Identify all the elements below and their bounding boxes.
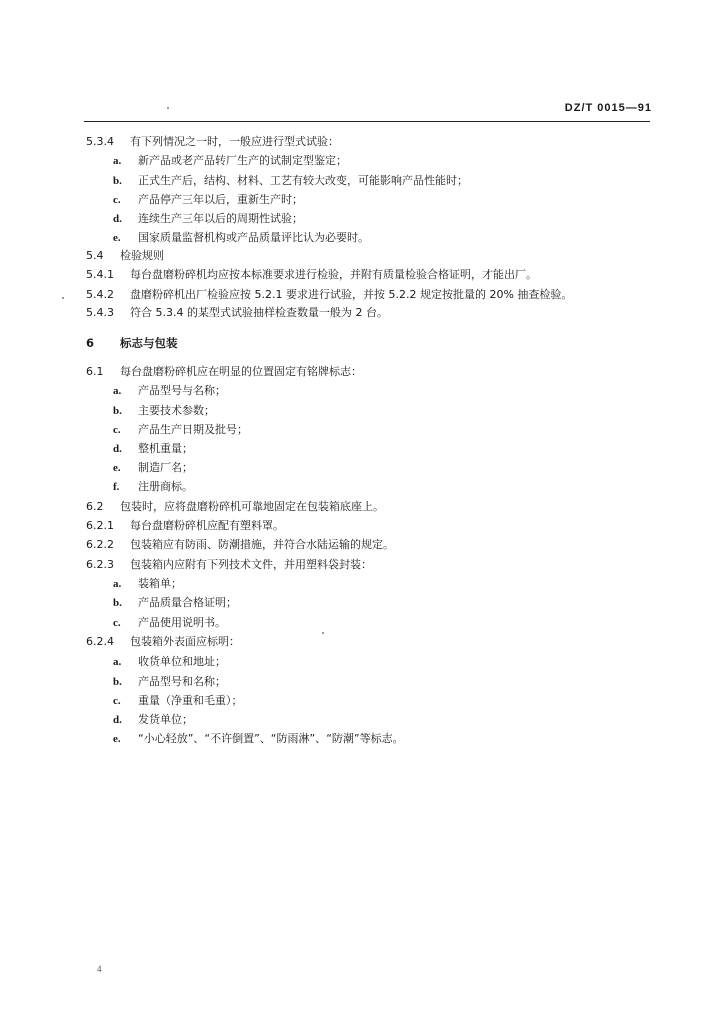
clause-text: 检验规则 — [120, 249, 164, 262]
list-item-text: 制造厂名； — [138, 461, 193, 474]
list-item-text: 连续生产三年以后的周期性试验； — [138, 212, 303, 225]
list-item-text: 发货单位； — [138, 713, 193, 726]
clause-number: 6.2 — [86, 500, 104, 513]
list-item-marker: e. — [113, 733, 121, 745]
list-item-marker: b. — [113, 175, 122, 187]
list-item-text: 产品生产日期及批号； — [138, 423, 248, 436]
clause-text: 每台盘磨粉碎机应配有塑料罩。 — [130, 519, 284, 532]
list-item-marker: b. — [113, 405, 122, 417]
clause-number: 6.2.4 — [86, 635, 114, 648]
scan-speck — [62, 297, 64, 299]
list-item-marker: c. — [113, 695, 121, 707]
clause-number: 6.2.2 — [86, 538, 114, 551]
list-item-marker: a. — [113, 385, 122, 397]
clause-text: 标志与包装 — [120, 336, 178, 350]
clause-number: 5.4 — [86, 249, 104, 262]
list-item-text: “小心轻放”、“不许倒置”、“防雨淋”、“防潮”等标志。 — [138, 732, 404, 745]
list-item-marker: c. — [113, 194, 121, 206]
list-item-text: 重量（净重和毛重）； — [138, 694, 243, 707]
list-item-marker: d. — [113, 714, 122, 726]
list-item-marker: c. — [113, 424, 121, 436]
list-item-text: 国家质量监督机构或产品质量评比认为必要时。 — [138, 231, 369, 244]
list-item-text: 产品型号与名称； — [138, 384, 226, 397]
clause-number: 5.4.3 — [86, 306, 114, 319]
clause-number: 5.4.1 — [86, 268, 114, 281]
page-number: 4 — [97, 964, 102, 974]
list-item-marker: d. — [113, 443, 122, 455]
clause-number: 6 — [86, 336, 95, 350]
clause-text: 盘磨粉碎机出厂检验应按 5.2.1 要求进行试验，并按 5.2.2 规定按批量的 20% 抽查检验。 — [130, 288, 573, 301]
list-item-text: 主要技术参数； — [138, 404, 215, 417]
list-item-text: 产品停产三年以后，重新生产时； — [138, 193, 303, 206]
list-item-marker: a. — [113, 155, 122, 167]
clause-number: 6.1 — [86, 365, 104, 378]
list-item-marker: e. — [113, 232, 121, 244]
list-item-text: 注册商标。 — [138, 480, 193, 493]
clause-number: 6.2.1 — [86, 519, 114, 532]
list-item-marker: b. — [113, 597, 122, 609]
list-item-text: 产品型号和名称； — [138, 675, 226, 688]
list-item-marker: a. — [113, 656, 122, 668]
list-item-marker: b. — [113, 676, 122, 688]
clause-text: 每台盘磨粉碎机应在明显的位置固定有铭牌标志： — [120, 365, 362, 378]
list-item-text: 新产品或老产品转厂生产的试制定型鉴定； — [138, 154, 347, 167]
list-item-text: 产品质量合格证明； — [138, 596, 237, 609]
scan-speck — [167, 107, 169, 109]
list-item-text: 产品使用说明书。 — [138, 616, 226, 629]
list-item-text: 正式生产后，结构、材料、工艺有较大改变，可能影响产品性能时； — [138, 174, 468, 187]
clause-text: 包装箱外表面应标明： — [130, 635, 240, 648]
clause-text: 有下列情况之一时，一般应进行型式试验： — [130, 135, 339, 148]
list-item-text: 整机重量； — [138, 442, 193, 455]
clause-number: 5.3.4 — [86, 135, 114, 148]
document-code: DZ/T 0015—91 — [564, 102, 652, 114]
header-rule — [84, 121, 650, 122]
clause-text: 符合 5.3.4 的某型式试验抽样检查数量一般为 2 台。 — [130, 306, 388, 319]
clause-number: 5.4.2 — [86, 288, 114, 301]
list-item-marker: f. — [113, 481, 120, 493]
clause-number: 6.2.3 — [86, 558, 114, 571]
clause-text: 包装时，应将盘磨粉碎机可靠地固定在包装箱底座上。 — [120, 500, 384, 513]
list-item-marker: e. — [113, 462, 121, 474]
list-item-text: 收货单位和地址； — [138, 655, 226, 668]
clause-text: 每台盘磨粉碎机均应按本标准要求进行检验，并附有质量检验合格证明，才能出厂。 — [130, 268, 537, 281]
clause-text: 包装箱应有防雨、防潮措施，并符合水陆运输的规定。 — [130, 538, 394, 551]
clause-text: 包装箱内应附有下列技术文件，并用塑料袋封装： — [130, 558, 372, 571]
scan-speck — [322, 632, 324, 634]
list-item-text: 装箱单； — [138, 577, 182, 590]
list-item-marker: d. — [113, 213, 122, 225]
list-item-marker: a. — [113, 578, 122, 590]
list-item-marker: c. — [113, 617, 121, 629]
